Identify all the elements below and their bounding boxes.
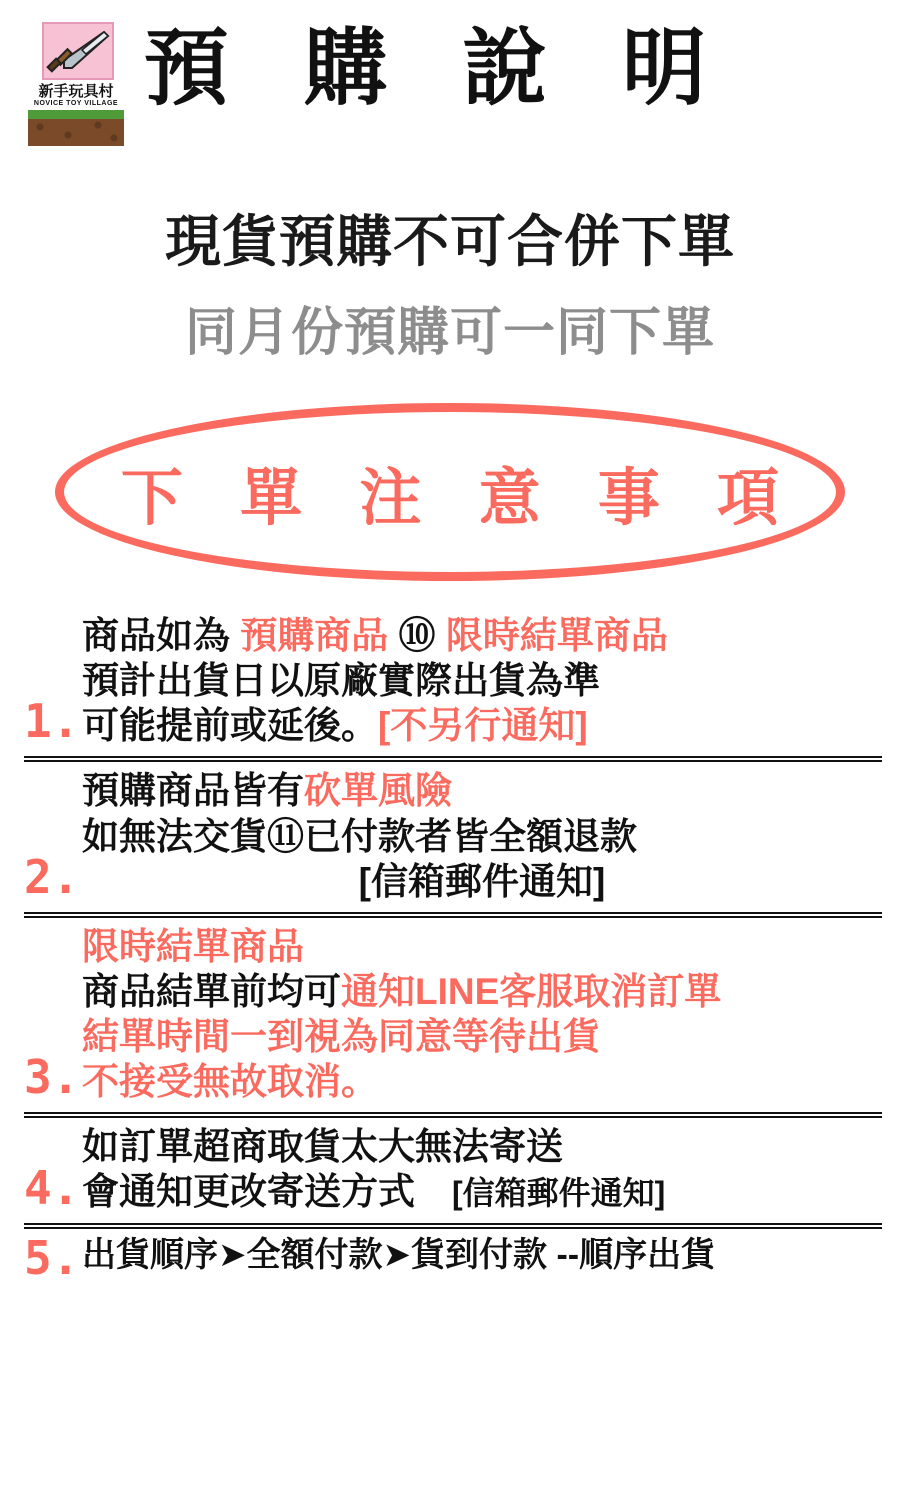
note-text-segment: 會通知更改寄送方式 xyxy=(82,1171,452,1213)
note-text-segment: 如無法交貨⑪已付款者皆全額退款 xyxy=(82,815,637,857)
page-header xyxy=(0,0,900,150)
note-lines xyxy=(82,1124,882,1214)
note-item xyxy=(24,912,882,1113)
note-number: 1. xyxy=(24,694,80,749)
note-text-segment: ➤ xyxy=(382,1234,411,1275)
note-line xyxy=(82,1235,882,1276)
note-line xyxy=(82,969,882,1014)
note-lines xyxy=(82,613,882,748)
shop-logo xyxy=(22,18,130,146)
logo-shop-subtitle: NOVICE TOY VILLAGE xyxy=(33,100,119,107)
note-text-segment: 預購商品皆有 xyxy=(82,770,304,812)
note-text-segment: 可能提前或延後。 xyxy=(82,705,378,747)
note-text-segment: 結單時間一到視為同意等待出貨 xyxy=(82,1016,600,1057)
note-text-segment: [信箱郵件通知] xyxy=(358,860,606,902)
note-line xyxy=(82,703,882,748)
note-lines xyxy=(82,768,882,903)
page-title: 預 購 說 明 xyxy=(144,21,733,115)
note-text-segment: 限時結單商品 xyxy=(445,615,668,656)
note-text-segment: [信箱郵件通知] xyxy=(452,1175,666,1212)
notice-banner-label: 下 單 注 意 事 項 xyxy=(120,463,800,533)
note-line xyxy=(82,768,882,813)
notes-list xyxy=(0,607,900,1293)
subtitle-primary: 現貨預購不可合併下單 xyxy=(165,210,735,273)
note-text-segment: 預計出貨日以原廠實際出貨為準 xyxy=(82,660,600,702)
note-text-segment: 通知LINE客服取消訂單 xyxy=(341,970,722,1012)
note-line xyxy=(82,1124,882,1169)
note-text-segment: 預購商品 xyxy=(240,615,389,656)
note-text-segment: 貨到付款 --順序出貨 xyxy=(411,1235,716,1274)
note-text-segment: 全額付款 xyxy=(246,1235,383,1274)
note-text-segment: 限時結單商品 xyxy=(82,925,304,967)
note-item xyxy=(24,756,882,911)
note-text-segment: ➤ xyxy=(218,1234,247,1275)
note-text-segment: 出貨順序 xyxy=(82,1235,218,1274)
note-text-segment: 砍單風險 xyxy=(304,770,452,812)
note-text-segment: ⑩ xyxy=(388,615,446,656)
note-line xyxy=(82,1169,882,1214)
note-line xyxy=(82,1014,882,1059)
note-text-segment: [不另行通知] xyxy=(378,705,588,747)
note-text-segment: 如訂單超商取貨太大無法寄送 xyxy=(82,1126,563,1168)
note-line xyxy=(82,1059,882,1104)
subtitle-secondary: 同月份預購可一同下單 xyxy=(184,304,715,362)
banner-wrap xyxy=(0,403,900,581)
note-text-segment: 商品如為 xyxy=(82,615,241,656)
logo-shop-name: 新手玩具村 xyxy=(38,83,114,100)
sword-icon xyxy=(46,28,110,74)
note-line xyxy=(82,814,882,859)
note-item xyxy=(24,1223,882,1293)
note-number: 4. xyxy=(24,1160,80,1215)
note-text-segment: 商品結單前均可 xyxy=(82,970,341,1012)
note-item xyxy=(24,1112,882,1222)
note-number: 3. xyxy=(24,1050,80,1105)
note-number: 5. xyxy=(24,1230,80,1285)
note-line xyxy=(82,924,882,969)
logo-ground-block xyxy=(28,110,124,146)
note-lines xyxy=(82,1235,882,1276)
notice-banner xyxy=(55,403,845,581)
note-text-segment: 不接受無故取消。 xyxy=(82,1061,378,1103)
note-item xyxy=(24,607,882,756)
note-lines xyxy=(82,924,882,1105)
note-line xyxy=(82,859,882,904)
note-number: 2. xyxy=(24,849,80,904)
note-line xyxy=(82,658,882,703)
note-line xyxy=(82,613,882,658)
